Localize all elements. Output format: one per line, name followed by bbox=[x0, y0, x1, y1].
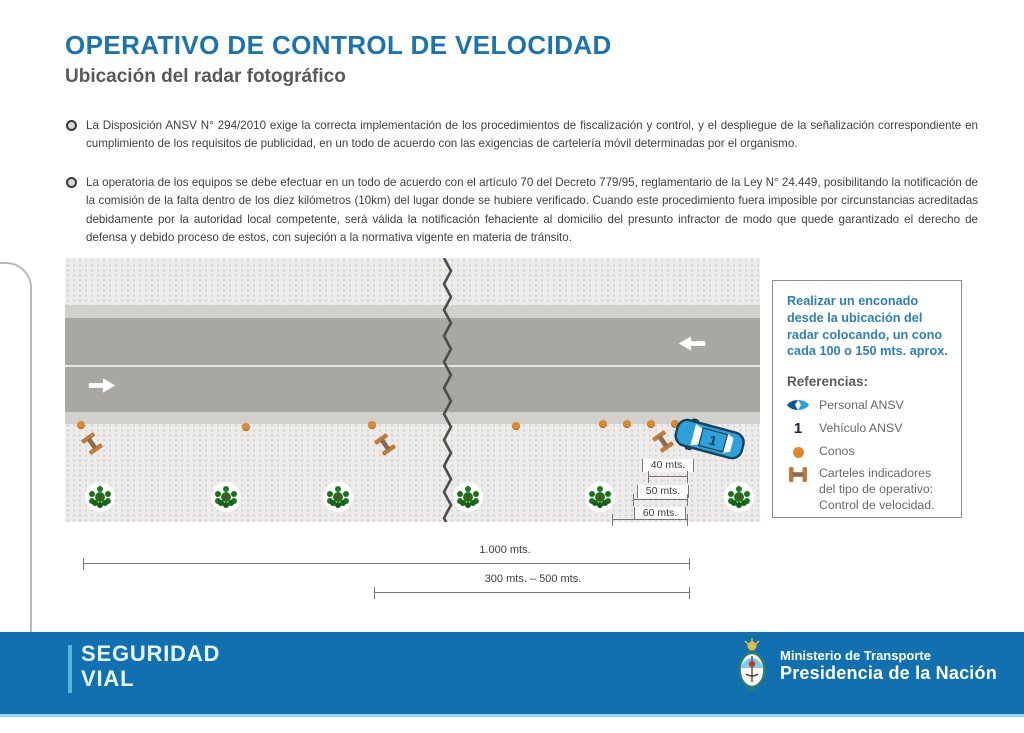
legend-item-label: Personal ANSV bbox=[819, 398, 904, 413]
presidency-label: Presidencia de la Nación bbox=[780, 663, 997, 683]
legend-item-conos bbox=[785, 444, 949, 460]
tree-icon bbox=[85, 482, 115, 512]
dim-line-300-500 bbox=[374, 592, 690, 593]
cone-icon bbox=[623, 420, 631, 428]
vehicle-number-label: 1 bbox=[707, 432, 719, 449]
dim-label-40: 40 mts. bbox=[642, 459, 694, 472]
footer-accent-line bbox=[0, 714, 1024, 717]
road-shoulder-bottom bbox=[65, 412, 760, 424]
dim-label-60: 60 mts. bbox=[634, 507, 686, 520]
cone-icon bbox=[647, 420, 655, 428]
cone-icon bbox=[785, 444, 811, 458]
bullet-paragraph-2 bbox=[66, 174, 978, 247]
page-title: OPERATIVO DE CONTROL DE VELOCIDAD bbox=[65, 30, 612, 60]
legend-item-carteles bbox=[785, 466, 949, 513]
paragraph-text: La Disposición ANSV N° 294/2010 exige la correcta implementación de los procedimientos de fiscalización y control, y el despliegue de la señalización correspondiente en cumplimiento de los requisitos de publicidad, en un todo de acuerdo con las exigencias de cartelería móvil determinadas por el organismo. bbox=[86, 119, 978, 151]
tree-icon bbox=[323, 482, 353, 512]
dim-label-300-500: 300 mts. – 500 mts. bbox=[484, 573, 582, 585]
legend-referencias-heading: Referencias: bbox=[787, 374, 869, 390]
road-diagram bbox=[65, 258, 760, 522]
brand-line-2: VIAL bbox=[81, 666, 135, 691]
page-subtitle: Ubicación del radar fotográfico bbox=[65, 66, 346, 87]
bullet-icon bbox=[66, 177, 77, 188]
dim-label-1000: 1.000 mts. bbox=[479, 544, 531, 556]
dim-line-1000 bbox=[83, 563, 690, 564]
vehicle-number-icon: 1 bbox=[793, 419, 803, 437]
legend-item-personal bbox=[785, 398, 949, 414]
right-arrow-icon bbox=[87, 377, 117, 399]
legend-item-label: Carteles indicadores del tipo de operativo: Control de velocidad. bbox=[819, 466, 935, 512]
road-shoulder-top bbox=[65, 305, 760, 318]
paragraph-text: La operatoria de los equipos se debe efectuar en un todo de acuerdo con el artículo 70 del Decreto 779/95, reglamentario de la Ley N° 24.449, posibilitando la notificación de la comisión de la falta dentro de los diez kilómetros (10km) del lugar donde se hubiere verificado. Cuando este procedimiento fuera imposible por circunstancias acreditadas debidamente por la autoridad local competente, será válida la notificación fehaciente al domicilio del presunto infractor de modo que quede garantizado el derecho de defensa y debido proceso de estos, con sujeción a la normativa vigente en materia de tránsito. bbox=[86, 176, 978, 244]
adjacent-page-edge bbox=[0, 262, 32, 694]
brand-divider-bar bbox=[68, 645, 72, 693]
dim-label-50: 50 mts. bbox=[637, 485, 689, 498]
dim-line-40 bbox=[648, 476, 688, 477]
tree-icon bbox=[453, 482, 483, 512]
personal-ansv-icon bbox=[785, 398, 811, 411]
cartel-icon bbox=[785, 466, 811, 482]
ministry-block bbox=[780, 648, 997, 684]
seguridad-vial-logo bbox=[81, 641, 220, 691]
legend-item-vehiculo bbox=[785, 421, 949, 437]
ministry-label: Ministerio de Transporte bbox=[780, 648, 931, 663]
footer-band bbox=[0, 632, 1024, 714]
left-arrow-icon bbox=[677, 335, 707, 357]
legend-item-label: Vehículo ANSV bbox=[819, 420, 903, 435]
bullet-icon bbox=[66, 120, 77, 131]
tree-icon bbox=[585, 482, 615, 512]
cone-icon bbox=[512, 422, 520, 430]
road-lane-upper bbox=[65, 318, 760, 365]
cone-icon bbox=[242, 423, 250, 431]
legend-note: Realizar un enconado desde la ubicación del radar colocando, un cono cada 100 o 150 mts. aprox. bbox=[787, 294, 948, 359]
legend-item-label: Conos bbox=[819, 443, 855, 458]
dim-line-60 bbox=[612, 519, 688, 520]
cone-icon bbox=[599, 420, 607, 428]
dim-line-50 bbox=[633, 499, 688, 500]
brand-line-1: SEGURIDAD bbox=[81, 641, 221, 666]
cone-icon bbox=[368, 421, 376, 429]
argentina-coat-of-arms-icon bbox=[736, 638, 768, 705]
cartel-icon bbox=[374, 433, 397, 456]
road-lane-lower bbox=[65, 367, 760, 412]
cartel-icon bbox=[81, 432, 104, 455]
cone-icon bbox=[77, 421, 85, 429]
tree-icon bbox=[211, 482, 241, 512]
tree-icon bbox=[724, 482, 754, 512]
legend-box bbox=[772, 280, 962, 518]
bullet-paragraph-1 bbox=[66, 117, 978, 154]
